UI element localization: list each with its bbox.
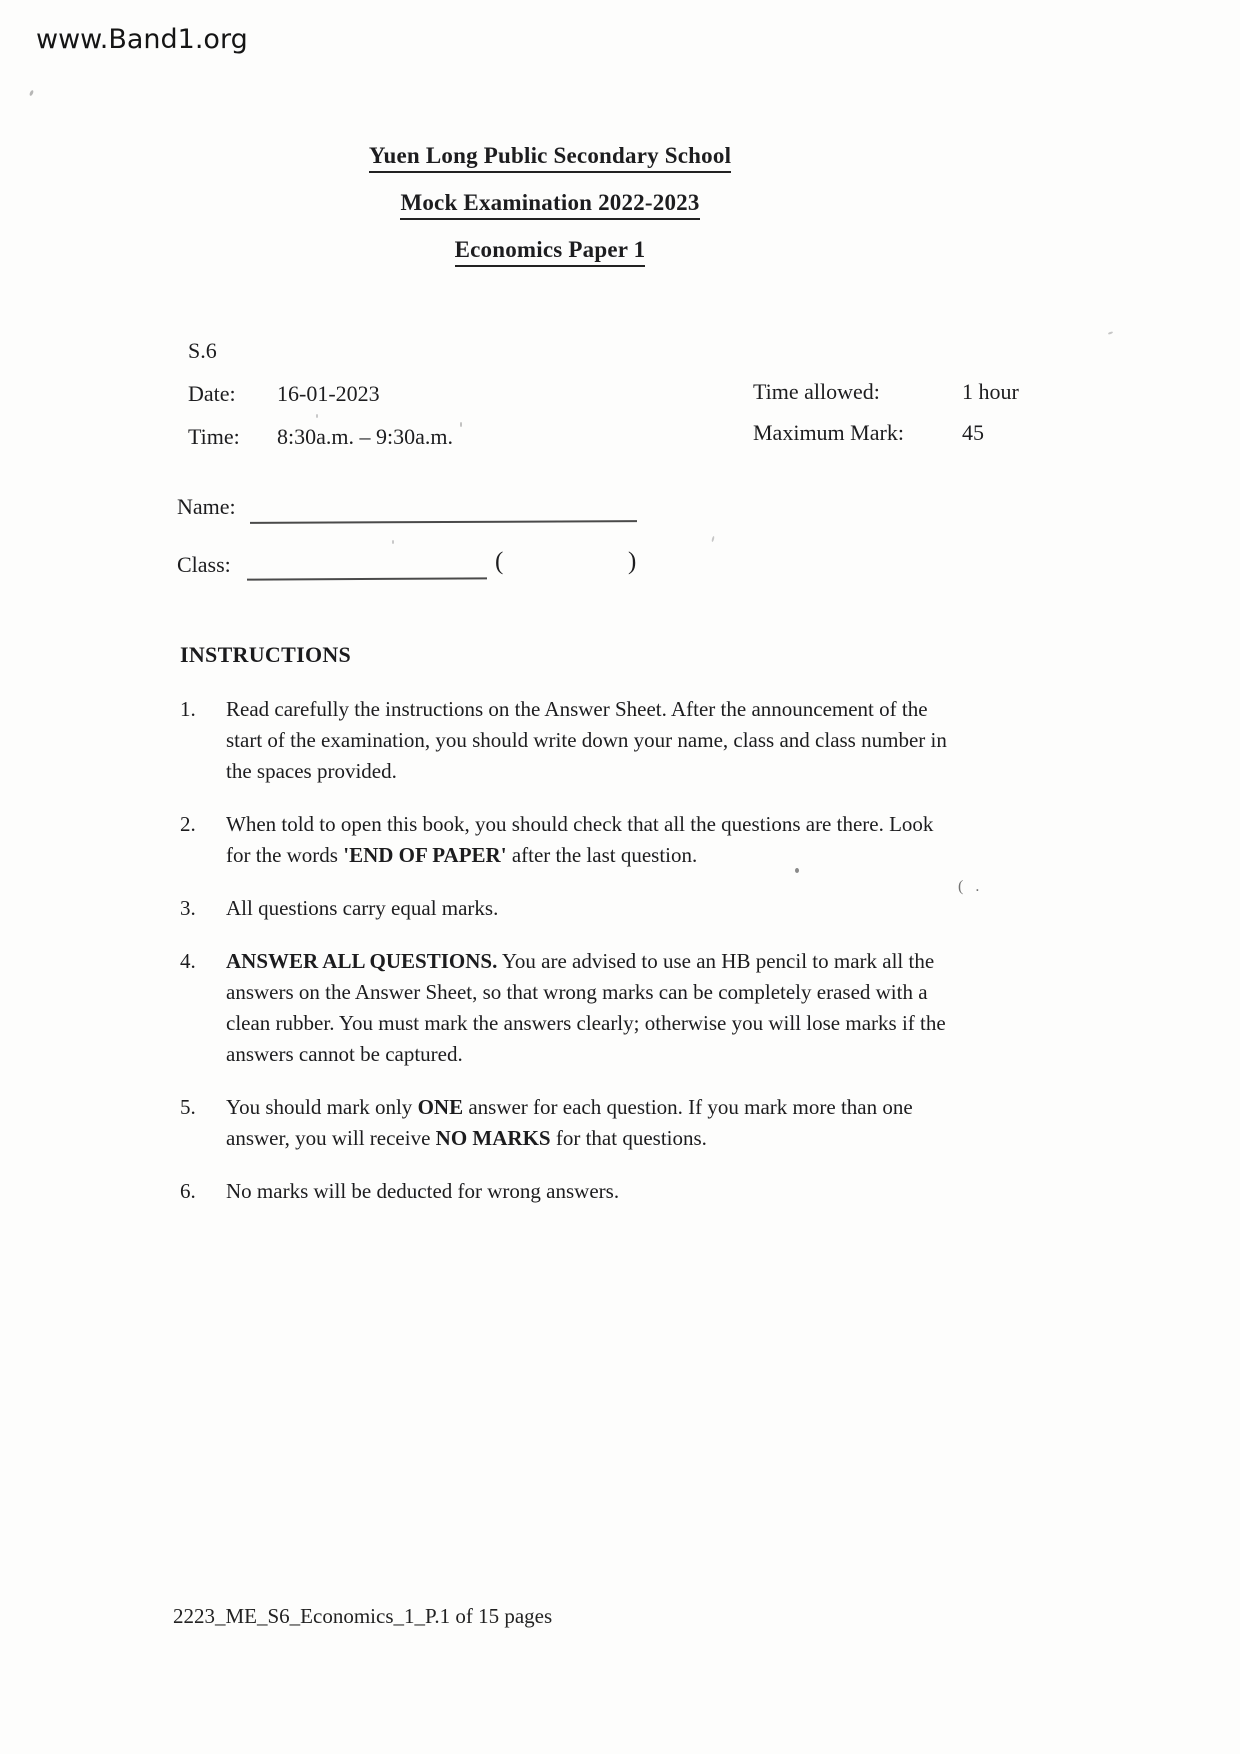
exam-title-line [170,190,930,220]
instruction-text: You should mark only ONE answer for each question. If you mark more than one answer, you will receive NO MARKS for that questions. [226,1095,913,1150]
class-number-paren-open: ( [495,548,504,575]
instruction-item [180,809,948,871]
scan-speck [392,540,394,544]
instruction-item [180,694,948,787]
scan-artifact-mark: ( . [958,878,984,895]
class-level: S.6 [188,338,217,363]
school-name-line [170,143,930,173]
date-label: Date: [188,381,236,406]
maximum-mark-label: Maximum Mark: [753,420,904,445]
class-blank-line [247,576,487,580]
name-blank-line [250,519,637,524]
time-value: 8:30a.m. – 9:30a.m. [277,424,453,449]
time-allowed-label: Time allowed: [753,379,880,404]
instruction-number: 1. [180,697,196,721]
title-block [170,143,930,284]
class-number-paren-close: ) [628,548,637,575]
date-value: 16-01-2023 [277,381,380,406]
scan-speck [795,868,799,873]
instruction-number: 5. [180,1095,196,1119]
time-label: Time: [188,424,240,449]
instruction-text: No marks will be deducted for wrong answers. [226,1179,620,1203]
instruction-item [180,946,948,1070]
instruction-number: 3. [180,896,196,920]
instruction-number: 2. [180,812,196,836]
instruction-text: All questions carry equal marks. [226,896,499,920]
exam-title: Mock Examination 2022-2023 [400,190,699,220]
instructions-list [180,694,948,1229]
instruction-item [180,1176,948,1207]
paper-title-line [170,237,930,267]
instructions-heading: INSTRUCTIONS [180,642,352,667]
school-name: Yuen Long Public Secondary School [369,143,731,173]
instruction-text: ANSWER ALL QUESTIONS. You are advised to use an HB pencil to mark all the answers on the Answer Sheet, so that wrong marks can be completely erased with a clean rubber. You must mark the answers clearly; otherwise you will lose marks if the answers cannot be captured. [226,949,946,1066]
instruction-number: 6. [180,1179,196,1203]
class-label: Class: [177,552,231,577]
scan-speck [711,536,714,542]
paper-title: Economics Paper 1 [455,237,646,267]
instruction-text: Read carefully the instructions on the Answer Sheet. After the announcement of the start of the examination, you should write down your name, class and class number in the spaces provided. [226,697,947,783]
maximum-mark-value: 45 [962,420,984,445]
scan-speck [1108,331,1113,335]
time-allowed-value: 1 hour [962,379,1019,404]
name-label: Name: [177,494,236,519]
scan-speck [460,422,462,427]
scan-speck [29,90,34,97]
page-footer: 2223_ME_S6_Economics_1_P.1 of 15 pages [173,1604,553,1628]
instruction-item [180,1092,948,1154]
instruction-number: 4. [180,949,196,973]
instruction-item [180,893,948,924]
instruction-text: When told to open this book, you should check that all the questions are there. Look for the words 'END OF PAPER' after the last question. [226,812,934,867]
watermark: www.Band1.org [36,24,248,55]
scan-speck [316,414,318,418]
